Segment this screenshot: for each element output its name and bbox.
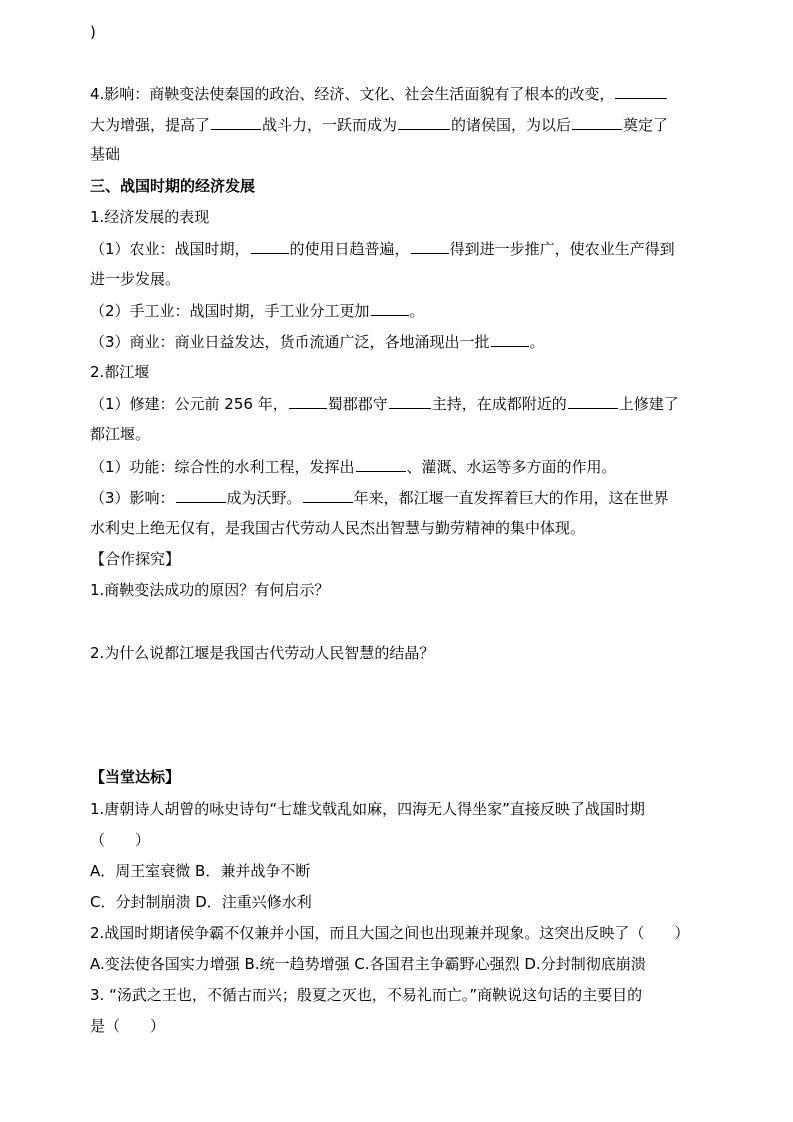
text-line: 水利史上绝无仅有，是我国古代劳动人民杰出智慧与勤劳精神的集中体现。 [90,519,586,537]
text-line: （3）影响： 成为沃野。 年来，都江堰一直发挥着巨大的作用，这在世界 [90,489,669,507]
text-line: 2.都江堰 [90,363,150,381]
question: 2.为什么说都江堰是我国古代劳动人民智慧的结晶？ [90,644,435,662]
fill-blank[interactable] [251,238,289,254]
text-line: ) [90,23,96,41]
answer-bracket: （ ） [90,831,151,849]
section-heading: 【合作探究】 [90,550,181,568]
text-line: 进一步发展。 [90,270,181,288]
fill-blank[interactable] [615,83,667,99]
fill-blank[interactable] [289,393,327,409]
text-line: （3）商业：商业日益发达，货币流通广泛，各地涌现出一批 。 [90,333,545,351]
answer-bracket: 是（ ） [90,1017,166,1035]
fill-blank[interactable] [389,393,431,409]
answer-options: A.变法使各国实力增强 B.统一趋势增强 C.各国君主争霸野心强烈 D.分封制彻底崩溃 [90,955,646,973]
answer-options: A．周王室衰微 B．兼并战争不断 [90,862,311,880]
question: 1.唐朝诗人胡曾的咏史诗句“七雄戈戟乱如麻，四海无人得坐家”直接反映了战国时期 [90,800,645,818]
text-line: 1.经济发展的表现 [90,208,210,226]
fill-blank[interactable] [176,487,226,503]
fill-blank[interactable] [411,238,449,254]
text-line: 大为增强，提高了 战斗力，一跃而成为 的诸侯国，为以后 奠定了 [90,116,669,134]
answer-options: C．分封制崩溃 D．注重兴修水利 [90,893,312,911]
text-line: （1）修建：公元前 256 年， 蜀郡郡守 主持，在成都附近的 上修建了 [90,395,679,413]
fill-blank[interactable] [303,487,353,503]
question: 1.商鞅变法成功的原因？有何启示？ [90,581,330,599]
question: 3. “汤武之王也，不循古而兴；殷夏之灭也，不易礼而亡。”商鞅说这句话的主要目的 [90,986,643,1004]
fill-blank[interactable] [398,114,450,130]
fill-blank[interactable] [356,456,406,472]
text-line: （2）手工业：战国时期，手工业分工更加 。 [90,302,425,320]
fill-blank[interactable] [371,300,409,316]
section-heading: 【当堂达标】 [90,768,181,786]
text-line: 基础 [90,145,121,163]
section-heading: 三、战国时期的经济发展 [90,177,256,195]
text-line: 都江堰。 [90,425,151,443]
text-line: 4.影响：商鞅变法使秦国的政治、经济、文化、社会生活面貌有了根本的改变， [90,83,668,103]
question: 2.战国时期诸侯争霸不仅兼并小国，而且大国之间也出现兼并现象。这突出反映了（ ） [90,924,690,942]
fill-blank[interactable] [211,114,261,130]
fill-blank[interactable] [572,114,622,130]
text-line: （1）功能：综合性的水利工程，发挥出 、灌溉、水运等多方面的作用。 [90,458,617,476]
fill-blank[interactable] [568,393,618,409]
fill-blank[interactable] [491,331,529,347]
text-line: （1）农业：战国时期， 的使用日趋普遍， 得到进一步推广，使农业生产得到 [90,240,675,258]
